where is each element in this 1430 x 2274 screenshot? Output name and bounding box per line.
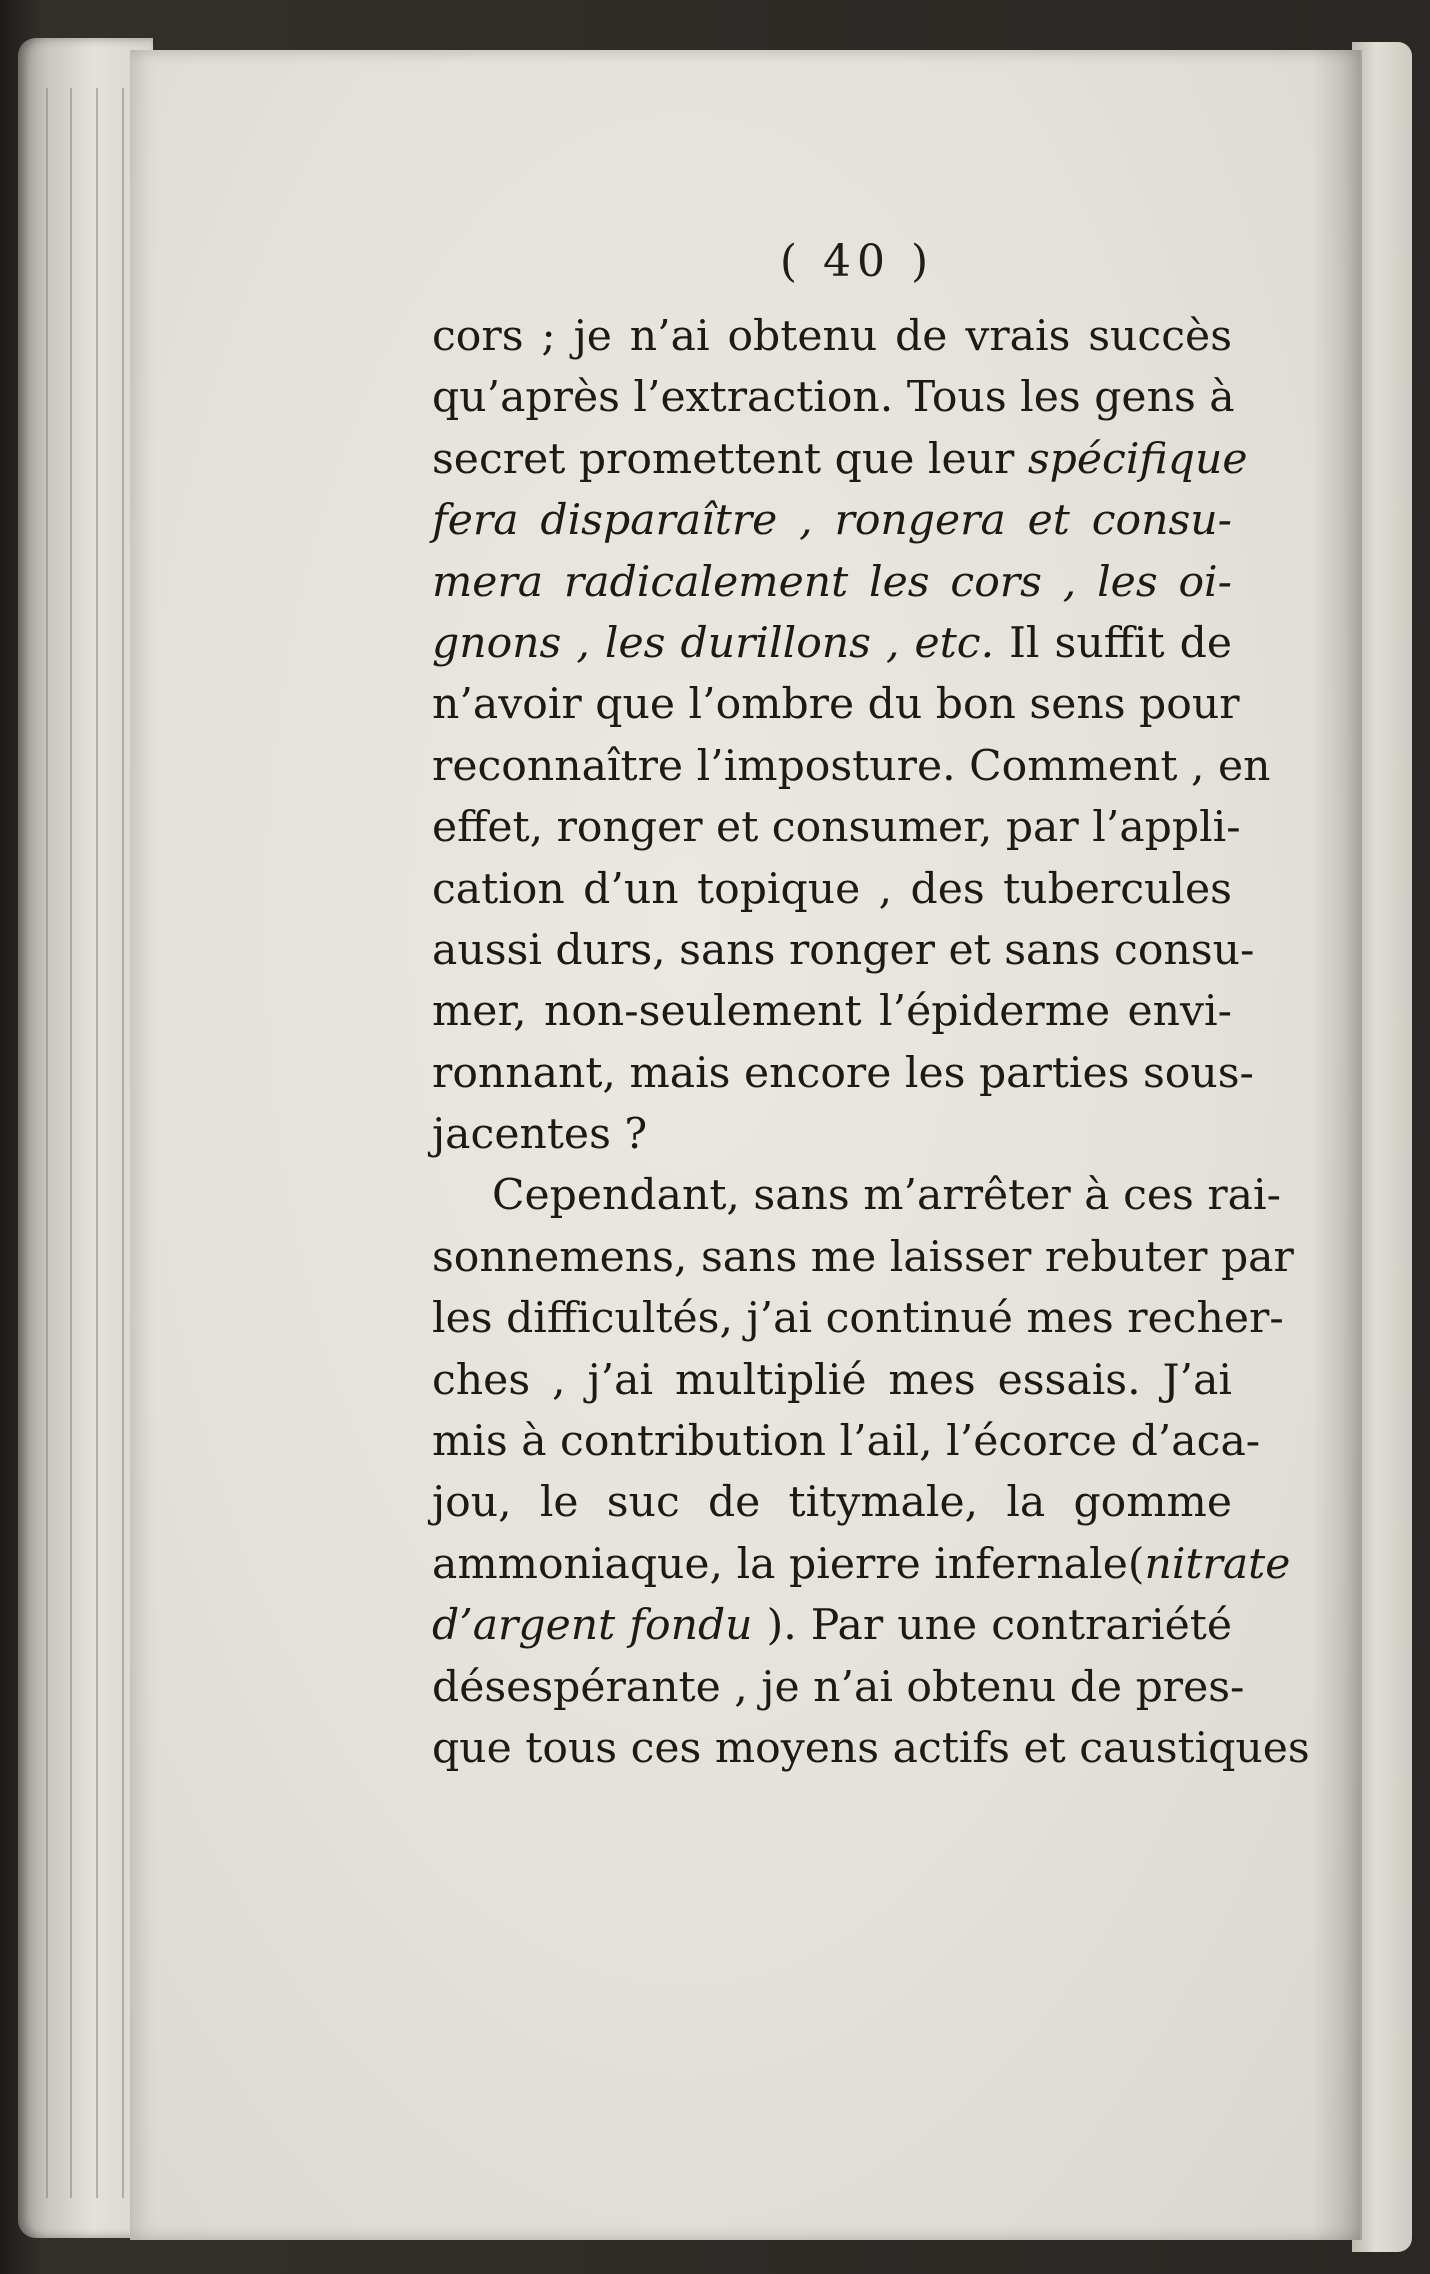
paragraph-1-line: [432, 981, 1232, 1042]
text-run: cation d’un topique , des tubercules: [432, 864, 1232, 914]
paragraph-2-line: [432, 1411, 1261, 1472]
paragraph-2-line: [432, 1165, 1281, 1226]
paragraph-2-line: [432, 1472, 1232, 1533]
paragraph-2-line: [432, 1288, 1284, 1349]
paragraph-1-line: [432, 613, 1232, 674]
text-run: mis à contribution l’ail, l’écorce d’aca-: [432, 1417, 1261, 1467]
page-edge-line: [70, 88, 72, 2198]
text-run: n’avoir que l’ombre du bon sens pour: [432, 680, 1240, 730]
paragraph-1-line: [432, 859, 1232, 920]
text-run: cors ; je n’ai obtenu de vrais succès: [432, 312, 1232, 361]
text-run: Il suffit de: [994, 618, 1232, 668]
text-run: ches , j’ai multiplié mes essais. J’ai: [432, 1355, 1232, 1405]
paragraph-1-line: [432, 674, 1240, 735]
paragraph-2-line: [432, 1595, 1232, 1656]
paragraph-2-line: [432, 1718, 1310, 1779]
paragraph-1-line: [432, 306, 1232, 367]
page-edge-line: [46, 88, 48, 2198]
text-run: Cependant, sans m’arrêter à ces rai-: [492, 1171, 1281, 1221]
paragraph-2-line: [432, 1227, 1294, 1288]
paragraph-2-line: [432, 1350, 1232, 1411]
text-run: ronnant, mais encore les parties sous-: [432, 1048, 1254, 1098]
paragraph-1-line: [432, 490, 1232, 551]
text-run: aussi durs, sans ronger et sans consu-: [432, 925, 1255, 975]
gutter-shadow: [1312, 50, 1362, 2240]
text-run: ammoniaque, la pierre infernale(: [432, 1539, 1145, 1589]
text-run: jou, le suc de titymale, la gomme: [432, 1478, 1232, 1528]
italic-text: spécifique: [1027, 434, 1248, 484]
body-text: [432, 306, 1310, 1779]
text-run: les difficultés, j’ai continué mes recher-: [432, 1294, 1284, 1344]
page-edge-line: [96, 88, 98, 2198]
italic-text: gnons , les durillons , etc.: [432, 618, 995, 668]
text-run: que tous ces moyens actifs et caustiques: [432, 1723, 1310, 1773]
italic-text: mera radicalement les cors , les oi-: [432, 557, 1232, 607]
paragraph-2-line: [432, 1657, 1245, 1718]
text-run: effet, ronger et consumer, par l’appli-: [432, 803, 1241, 853]
italic-text: d’argent fondu: [432, 1601, 753, 1651]
text-run: désespérante , je n’ai obtenu de pres-: [432, 1662, 1245, 1712]
paragraph-1-line: [432, 429, 1248, 490]
page-edge-line: [122, 88, 124, 2198]
paragraph-1-line: [432, 1104, 1232, 1165]
text-run: jacentes ?: [432, 1110, 648, 1160]
text-run: sonnemens, sans me laisser rebuter par: [432, 1232, 1294, 1282]
text-run: ). Par une contrariété: [752, 1601, 1232, 1651]
italic-text: fera disparaître , rongera et consu-: [432, 496, 1232, 546]
page-number: ( 40 ): [779, 236, 935, 287]
paragraph-2-line: [432, 1534, 1291, 1595]
paragraph-1-line: [432, 736, 1271, 797]
italic-text: nitrate: [1144, 1539, 1291, 1589]
text-run: secret promettent que leur: [432, 434, 1028, 484]
paragraph-1-line: [432, 367, 1235, 428]
paragraph-1-line: [432, 552, 1232, 613]
paragraph-1-line: [432, 797, 1241, 858]
text-run: mer, non-seulement l’épiderme envi-: [432, 987, 1232, 1037]
text-run: reconnaître l’imposture. Comment , en: [432, 741, 1271, 791]
paragraph-1-line: [432, 920, 1255, 981]
paragraph-1-line: [432, 1043, 1254, 1104]
text-run: qu’après l’extraction. Tous les gens à: [432, 373, 1235, 423]
